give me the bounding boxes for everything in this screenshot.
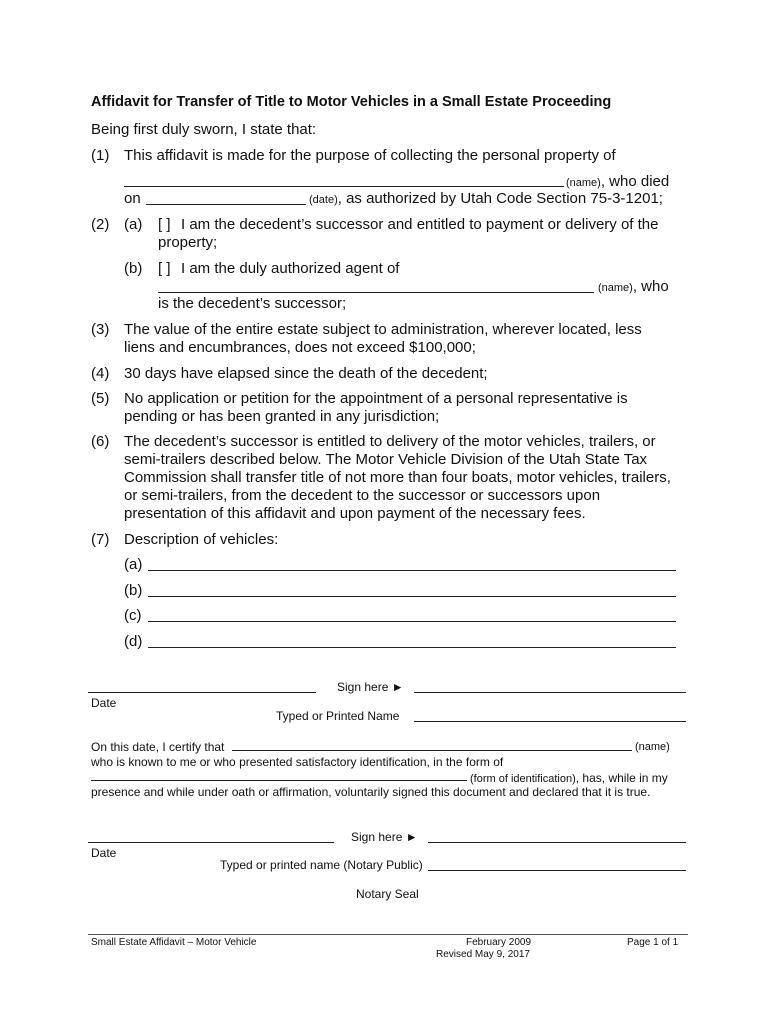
item6-number: (6) xyxy=(91,433,110,450)
vehicle-line-b[interactable] xyxy=(148,596,676,597)
footer-revised-date: Revised May 9, 2017 xyxy=(436,949,530,960)
item1-date-group xyxy=(309,190,663,208)
footer-date: February 2009 xyxy=(466,937,532,948)
date-line-2[interactable] xyxy=(88,842,334,843)
date-hint: (date) xyxy=(309,194,338,206)
footer-divider xyxy=(88,934,688,935)
item2b-label: (b) xyxy=(124,260,143,277)
typed-name-line-2[interactable] xyxy=(428,870,686,871)
vehicle-label-a: (a) xyxy=(124,556,143,573)
date-label-2: Date xyxy=(91,846,117,860)
agent-name-hint: (name) xyxy=(598,282,633,294)
vehicle-line-d[interactable] xyxy=(148,647,676,648)
item4-line1: 30 days have elapsed since the death of the decedent; xyxy=(124,365,488,382)
agent-name-line[interactable] xyxy=(158,292,594,293)
footer-page-number: Page 1 of 1 xyxy=(627,937,679,948)
signature-line-2[interactable] xyxy=(428,842,686,843)
date-line-1[interactable] xyxy=(88,692,316,693)
item6-line4: or semi-trailers, from the decedent to the successor or successors upon xyxy=(124,487,601,504)
typed-name-label-2: Typed or printed name (Notary Public) xyxy=(220,858,423,872)
signer-name-line[interactable] xyxy=(232,750,632,751)
certify-text: On this date, I certify that xyxy=(91,740,225,754)
vehicle-label-d: (d) xyxy=(124,633,143,650)
item1-number: (1) xyxy=(91,147,110,164)
item5-line2: pending or has been granted in any jurisdiction; xyxy=(124,408,440,425)
agent-checkbox[interactable]: [ ] xyxy=(158,260,171,277)
item7-number: (7) xyxy=(91,531,110,548)
item1-name-group xyxy=(566,173,669,191)
item6-line2: semi-trailers described below. The Motor Vehicle Division of the Utah State Tax xyxy=(124,451,648,468)
identification-hint: (form of identification) xyxy=(470,773,576,785)
item2b-text-cont: is the decedent’s successor; xyxy=(158,295,347,312)
footer-form-name: Small Estate Affidavit – Motor Vehicle xyxy=(91,937,257,948)
item6-line3: Commission shall transfer title of not more than four boats, motor vehicles, trailers, xyxy=(124,469,671,486)
on-label: on xyxy=(124,190,141,207)
presence-text: presence and while under oath or affirmation, voluntarily signed this document and declared that it is true. xyxy=(91,785,651,799)
sign-here-label-1: Sign here ► xyxy=(337,680,404,694)
item2a-label: (a) xyxy=(124,216,143,233)
name-hint: (name) xyxy=(566,177,601,189)
vehicle-label-c: (c) xyxy=(124,607,142,624)
decedent-name-line[interactable] xyxy=(124,186,564,187)
item3-line2: liens and encumbrances, does not exceed $100,000; xyxy=(124,339,476,356)
item2b-text: I am the duly authorized agent of xyxy=(181,260,400,277)
vehicle-line-c[interactable] xyxy=(148,621,676,622)
document-title: Affidavit for Transfer of Title to Motor Vehicles in a Small Estate Proceeding xyxy=(91,94,612,110)
death-date-line[interactable] xyxy=(146,204,306,205)
item5-line1: No application or petition for the appointment of a personal representative is xyxy=(124,390,628,407)
typed-name-label-1: Typed or Printed Name xyxy=(276,709,400,723)
item2a-text-cont: property; xyxy=(158,234,218,251)
authority-text: , as authorized by Utah Code Section 75-3-1201; xyxy=(337,190,663,207)
signature-line-1[interactable] xyxy=(414,692,686,693)
item2b-name-group xyxy=(598,278,669,296)
sign-here-label-2: Sign here ► xyxy=(351,830,418,844)
intro-text: Being first duly sworn, I state that: xyxy=(91,121,317,138)
vehicle-line-a[interactable] xyxy=(148,570,676,571)
date-label-1: Date xyxy=(91,696,117,710)
item2a-text: I am the decedent’s successor and entitled to payment or delivery of the xyxy=(181,216,659,233)
item3-number: (3) xyxy=(91,321,110,338)
item3-line1: The value of the entire estate subject to administration, wherever located, less xyxy=(124,321,642,338)
identification-line[interactable] xyxy=(91,780,467,781)
item2-number: (2) xyxy=(91,216,110,233)
item6-line1: The decedent’s successor is entitled to delivery of the motor vehicles, trailers, or xyxy=(124,433,656,450)
item4-number: (4) xyxy=(91,365,110,382)
notary-seal-label: Notary Seal xyxy=(356,887,419,901)
who-died-text: , who died xyxy=(600,173,670,190)
item1-text: This affidavit is made for the purpose of collecting the personal property of xyxy=(124,147,616,164)
item6-line5: presentation of this affidavit and upon payment of the necessary fees. xyxy=(124,505,586,522)
vehicle-label-b: (b) xyxy=(124,582,143,599)
known-text: who is known to me or who presented satisfactory identification, in the form of xyxy=(91,755,504,769)
item7-text: Description of vehicles: xyxy=(124,531,279,548)
signer-name-hint: (name) xyxy=(635,741,670,753)
typed-name-line-1[interactable] xyxy=(414,721,686,722)
has-while-text: , has, while in my xyxy=(575,771,668,785)
item5-number: (5) xyxy=(91,390,110,407)
successor-checkbox[interactable]: [ ] xyxy=(158,216,171,233)
who-text: , who xyxy=(632,278,669,295)
